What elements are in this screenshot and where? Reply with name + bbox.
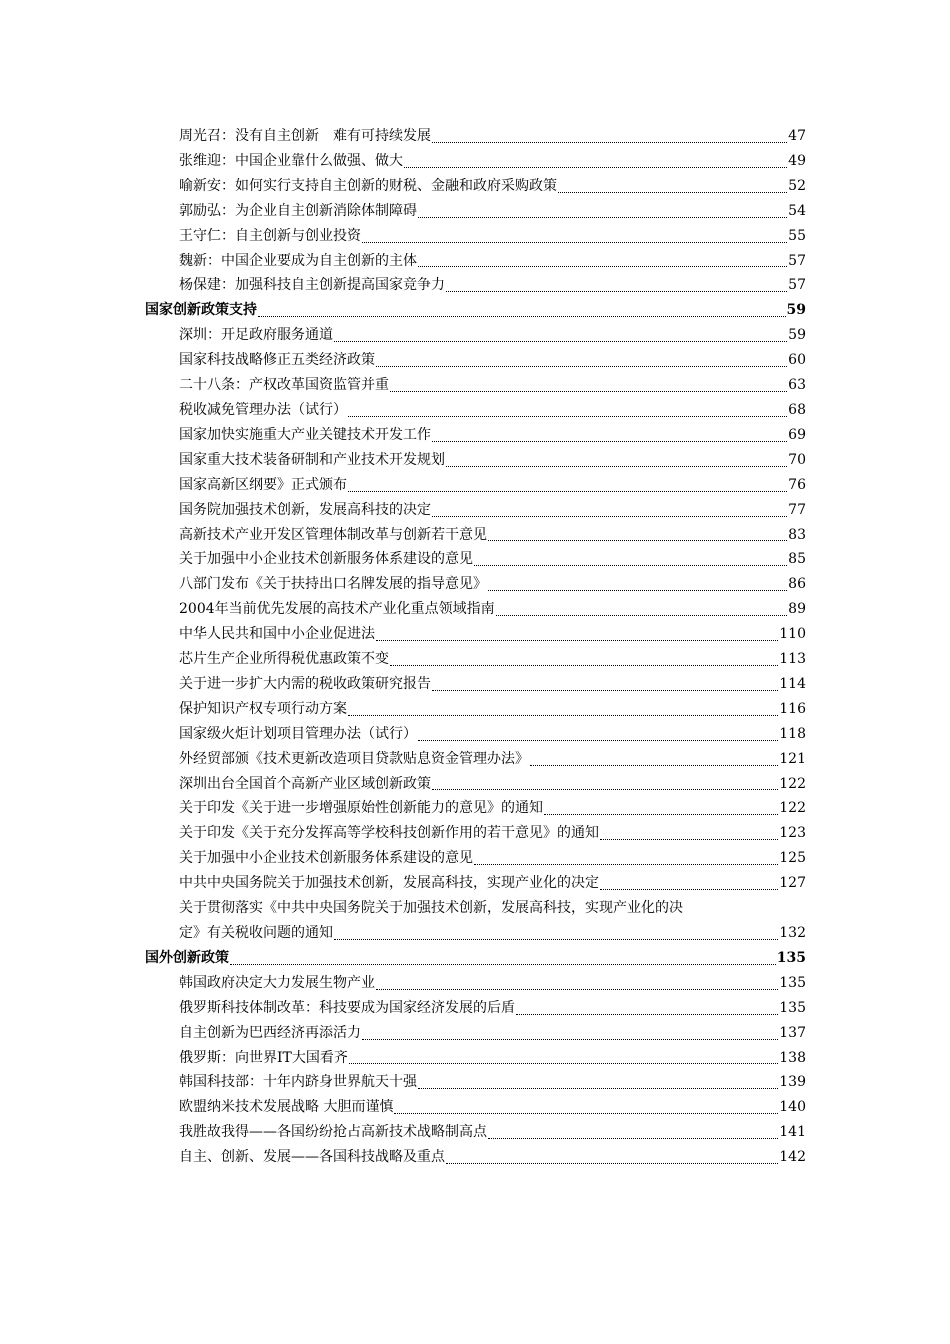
toc-entry[interactable] xyxy=(145,473,806,498)
dot-leader xyxy=(230,964,776,965)
toc-entry[interactable] xyxy=(145,871,806,896)
toc-section-heading[interactable] xyxy=(145,946,806,971)
dot-leader xyxy=(334,939,778,940)
dot-leader xyxy=(258,316,786,317)
toc-entry-title: 国外创新政策 xyxy=(145,949,229,966)
toc-entry[interactable] xyxy=(145,572,806,597)
toc-page-number: 60 xyxy=(788,352,806,369)
dot-leader xyxy=(488,540,787,541)
toc-entry[interactable] xyxy=(145,772,806,797)
toc-entry[interactable] xyxy=(145,373,806,398)
toc-entry[interactable] xyxy=(145,697,806,722)
dot-leader xyxy=(418,740,778,741)
toc-entry-title: 魏新：中国企业要成为自主创新的主体 xyxy=(179,252,417,269)
toc-page-number: 47 xyxy=(788,128,806,144)
toc-entry-title: 韩国科技部：十年内跻身世界航天十强 xyxy=(179,1074,417,1091)
toc-entry-title: 中共中央国务院关于加强技术创新，发展高科技，实现产业化的决定 xyxy=(179,875,599,892)
toc-entry-title: 关于加强中小企业技术创新服务体系建设的意见 xyxy=(179,551,473,568)
toc-page-number: 122 xyxy=(779,800,806,817)
toc-page-number: 110 xyxy=(779,626,806,643)
toc-entry-title: 外经贸部颁《技术更新改造项目贷款贴息资金管理办法》 xyxy=(179,750,529,767)
dot-leader xyxy=(600,889,778,890)
toc-page-number: 135 xyxy=(779,974,806,991)
toc-entry[interactable] xyxy=(145,1095,806,1120)
toc-entry-title-line1: 关于贯彻落实《中共中央国务院关于加强技术创新，发展高科技，实现产业化的决 xyxy=(179,900,683,917)
toc-page-number: 113 xyxy=(779,651,806,668)
toc-entry-title: 欧盟纳米技术发展战略 大胆而谨慎 xyxy=(179,1099,394,1116)
toc-entry[interactable] xyxy=(145,821,806,846)
dot-leader xyxy=(404,167,787,168)
toc-page-number: 135 xyxy=(779,999,806,1016)
toc-entry-title: 国家科技战略修正五类经济政策 xyxy=(179,352,375,369)
toc-entry-title: 俄罗斯科技体制改革：科技要成为国家经济发展的后盾 xyxy=(179,999,515,1016)
toc-page-number: 132 xyxy=(779,925,806,941)
toc-entry-title: 二十八条：产权改革国资监管并重 xyxy=(179,377,389,394)
toc-entry[interactable] xyxy=(145,498,806,523)
toc-entry-title: 国家高新区纲要》正式颁布 xyxy=(179,476,347,493)
dot-leader xyxy=(362,1039,778,1040)
dot-leader xyxy=(376,989,778,990)
toc-entry-title: 国家重大技术装备研制和产业技术开发规划 xyxy=(179,451,445,468)
dot-leader xyxy=(600,839,778,840)
toc-entry[interactable] xyxy=(145,174,806,199)
toc-entry[interactable] xyxy=(145,747,806,772)
toc-page-number: 140 xyxy=(779,1099,806,1116)
toc-page-number: 141 xyxy=(779,1124,806,1141)
toc-page-number: 54 xyxy=(788,202,806,219)
toc-page-number: 125 xyxy=(779,850,806,867)
toc-entry[interactable] xyxy=(145,448,806,473)
toc-page-number: 139 xyxy=(779,1074,806,1091)
dot-leader xyxy=(558,192,787,193)
toc-page-number: 70 xyxy=(788,451,806,468)
toc-entry[interactable] xyxy=(145,672,806,697)
toc-entry[interactable] xyxy=(145,722,806,747)
toc-page-number: 127 xyxy=(779,875,806,892)
dot-leader xyxy=(390,391,787,392)
toc-entry-title: 国家加快实施重大产业关键技术开发工作 xyxy=(179,426,431,443)
dot-leader xyxy=(488,590,787,591)
toc-page-number: 49 xyxy=(788,152,806,169)
toc-entry-title: 八部门发布《关于扶持出口名牌发展的指导意见》 xyxy=(179,576,487,593)
toc-page-number: 122 xyxy=(779,775,806,792)
toc-entry[interactable] xyxy=(145,1021,806,1046)
toc-entry[interactable] xyxy=(145,647,806,672)
toc-section-heading[interactable] xyxy=(145,298,806,323)
toc-entry[interactable] xyxy=(145,1070,806,1095)
toc-entry[interactable] xyxy=(145,224,806,249)
dot-leader xyxy=(376,640,778,641)
table-of-contents xyxy=(145,124,806,1170)
toc-entry-title: 芯片生产企业所得税优惠政策不变 xyxy=(179,651,389,668)
toc-entry-title: 国家创新政策支持 xyxy=(145,302,257,319)
dot-leader xyxy=(418,1088,778,1089)
toc-entry-title: 杨保建：加强科技自主创新提高国家竞争力 xyxy=(179,277,445,294)
toc-entry-title: 关于进一步扩大内需的税收政策研究报告 xyxy=(179,675,431,692)
toc-entry-title: 国务院加强技术创新，发展高科技的决定 xyxy=(179,501,431,518)
toc-entry[interactable] xyxy=(145,1145,806,1170)
toc-entry[interactable] xyxy=(145,124,806,149)
toc-page-number: 86 xyxy=(788,576,806,593)
toc-entry-title: 税收减免管理办法（试行） xyxy=(179,401,347,418)
dot-leader xyxy=(446,466,787,467)
toc-entry[interactable] xyxy=(145,199,806,224)
toc-entry[interactable] xyxy=(145,547,806,572)
dot-leader xyxy=(488,1138,778,1139)
toc-entry-title: 我胜故我得——各国纷纷抢占高新技术战略制高点 xyxy=(179,1124,487,1141)
dot-leader xyxy=(349,1063,778,1064)
toc-page-number: 83 xyxy=(788,526,806,543)
toc-entry-title: 深圳出台全国首个高新产业区域创新政策 xyxy=(179,775,431,792)
toc-entry[interactable] xyxy=(145,1120,806,1145)
toc-entry[interactable] xyxy=(145,971,806,996)
toc-page-number: 85 xyxy=(788,551,806,568)
toc-entry-second-line xyxy=(179,921,806,946)
dot-leader xyxy=(348,416,787,417)
dot-leader xyxy=(418,217,787,218)
dot-leader xyxy=(446,291,787,292)
toc-entry-title: 郭励弘：为企业自主创新消除体制障碍 xyxy=(179,202,417,219)
toc-entry[interactable] xyxy=(145,273,806,298)
dot-leader xyxy=(418,266,787,267)
toc-entry[interactable] xyxy=(145,348,806,373)
toc-entry-title: 高新技术产业开发区管理体制改革与创新若干意见 xyxy=(179,526,487,543)
toc-entry[interactable] xyxy=(145,249,806,274)
toc-entry-title: 喻新安：如何实行支持自主创新的财税、金融和政府采购政策 xyxy=(179,177,557,194)
toc-entry-title: 张维迎：中国企业靠什么做强、做大 xyxy=(179,152,403,169)
toc-page-number: 135 xyxy=(776,949,806,966)
dot-leader xyxy=(334,341,787,342)
toc-page-number: 118 xyxy=(779,725,806,742)
toc-entry-title: 深圳：开足政府服务通道 xyxy=(179,327,333,344)
toc-page-number: 57 xyxy=(788,277,806,294)
toc-entry-title: 保护知识产权专项行动方案 xyxy=(179,700,347,717)
toc-entry[interactable] xyxy=(145,398,806,423)
dot-leader xyxy=(496,615,788,616)
toc-entry[interactable] xyxy=(145,323,806,348)
dot-leader xyxy=(362,242,787,243)
toc-page-number: 77 xyxy=(788,501,806,518)
toc-page-number: 116 xyxy=(779,700,806,717)
dot-leader xyxy=(376,366,787,367)
toc-entry[interactable] xyxy=(145,996,806,1021)
toc-entry-title: 中华人民共和国中小企业促进法 xyxy=(179,626,375,643)
toc-entry[interactable] xyxy=(145,1046,806,1071)
dot-leader xyxy=(516,1014,778,1015)
toc-entry[interactable] xyxy=(145,149,806,174)
toc-page-number: 89 xyxy=(788,601,806,618)
toc-entry-title: 王守仁：自主创新与创业投资 xyxy=(179,227,361,244)
toc-entry-title-line2: 定》有关税收问题的通知 xyxy=(179,925,333,941)
dot-leader xyxy=(544,814,778,815)
toc-entry-title: 关于印发《关于充分发挥高等学校科技创新作用的若干意见》的通知 xyxy=(179,825,599,842)
toc-page-number: 63 xyxy=(788,377,806,394)
toc-entry-title: 俄罗斯：向世界IT大国看齐 xyxy=(179,1049,348,1066)
toc-entry[interactable] xyxy=(145,597,806,622)
toc-entry[interactable] xyxy=(145,846,806,871)
toc-entry[interactable] xyxy=(145,896,806,946)
toc-entry-title: 关于加强中小企业技术创新服务体系建设的意见 xyxy=(179,850,473,867)
dot-leader xyxy=(446,1163,778,1164)
dot-leader xyxy=(432,441,787,442)
dot-leader xyxy=(432,690,778,691)
toc-entry[interactable] xyxy=(145,523,806,548)
toc-page-number: 138 xyxy=(779,1049,806,1066)
dot-leader xyxy=(474,864,778,865)
toc-entry-title: 关于印发《关于进一步增强原始性创新能力的意见》的通知 xyxy=(179,800,543,817)
dot-leader xyxy=(432,789,778,790)
dot-leader xyxy=(348,491,787,492)
toc-page-number: 69 xyxy=(788,426,806,443)
dot-leader xyxy=(390,665,778,666)
toc-page-number: 76 xyxy=(788,476,806,493)
dot-leader xyxy=(348,715,778,716)
toc-page-number: 55 xyxy=(788,227,806,244)
dot-leader xyxy=(432,142,787,143)
toc-entry-title: 国家级火炬计划项目管理办法（试行） xyxy=(179,725,417,742)
toc-page-number: 52 xyxy=(788,177,806,194)
toc-page-number: 121 xyxy=(779,750,806,767)
toc-entry-title: 自主创新为巴西经济再添活力 xyxy=(179,1024,361,1041)
dot-leader xyxy=(394,1113,778,1114)
toc-page-number: 59 xyxy=(788,327,806,344)
dot-leader xyxy=(474,565,787,566)
dot-leader xyxy=(530,765,778,766)
dot-leader xyxy=(432,516,787,517)
toc-page-number: 57 xyxy=(788,252,806,269)
toc-entry[interactable] xyxy=(145,423,806,448)
toc-page-number: 137 xyxy=(779,1024,806,1041)
toc-entry-title: 周光召：没有自主创新 难有可持续发展 xyxy=(179,128,431,144)
toc-entry[interactable] xyxy=(145,622,806,647)
toc-page-number: 59 xyxy=(786,302,806,319)
toc-page-number: 114 xyxy=(779,675,806,692)
toc-page-number: 68 xyxy=(788,401,806,418)
toc-entry-title: 2004年当前优先发展的高技术产业化重点领域指南 xyxy=(179,601,495,618)
toc-page-number: 123 xyxy=(779,825,806,842)
toc-entry[interactable] xyxy=(145,796,806,821)
toc-page-number: 142 xyxy=(779,1149,806,1166)
toc-entry-title: 韩国政府决定大力发展生物产业 xyxy=(179,974,375,991)
toc-entry-title: 自主、创新、发展——各国科技战略及重点 xyxy=(179,1149,445,1166)
